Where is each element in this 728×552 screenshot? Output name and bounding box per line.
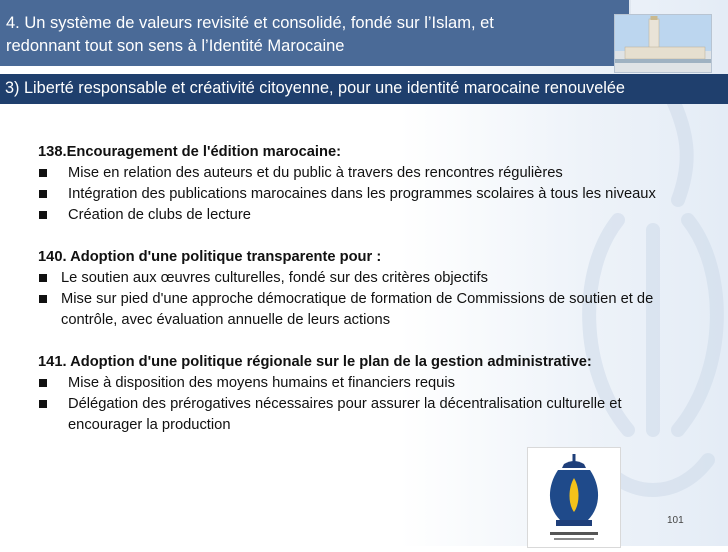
list-item [38, 373, 698, 394]
square-bullet-icon [39, 379, 47, 387]
mosque-photo-graphic [615, 15, 711, 72]
list-item [38, 163, 698, 184]
section-title-138: 138.Encouragement de l'édition marocaine: [38, 144, 342, 160]
section-title-140: 140. Adoption d'une politique transparente pour : [38, 249, 382, 265]
list-item-text: Création de clubs de lecture [68, 207, 251, 223]
page-number: 101 [667, 515, 684, 526]
slide-subtitle-bar [0, 74, 728, 104]
square-bullet-icon [39, 190, 47, 198]
square-bullet-icon [39, 400, 47, 408]
list-item [38, 205, 698, 226]
list-item [38, 394, 698, 436]
slide-title-box [0, 0, 631, 66]
square-bullet-icon [39, 169, 47, 177]
list-item [38, 289, 698, 331]
list-item-text: Mise en relation des auteurs et du public à travers des rencontres régulières [68, 165, 563, 181]
list-item-text: Intégration des publications marocaines dans les programmes scolaires à tous les niveaux [68, 186, 656, 202]
slide-title-line1: 4. Un système de valeurs revisité et consolidé, fondé sur l’Islam, et [6, 14, 494, 32]
mosque-photo [614, 14, 712, 73]
list-item [38, 184, 698, 205]
list-item-text: Délégation des prérogatives nécessaires pour assurer la décentralisation culturelle et encourager la production [68, 396, 622, 433]
slide-content [38, 142, 698, 436]
slide-title-line2: redonnant tout son sens à l’Identité Marocaine [6, 37, 345, 55]
list-item-text: Mise sur pied d'une approche démocratique de formation de Commissions de soutien et de contrôle, avec évaluation annuelle de leurs actions [61, 291, 654, 328]
list-item-text: Mise à disposition des moyens humains et financiers requis [68, 375, 455, 391]
spacer [38, 226, 698, 247]
list-item-text: Le soutien aux œuvres culturelles, fondé sur des critères objectifs [61, 270, 488, 286]
lantern-party-logo [528, 448, 620, 547]
square-bullet-icon [39, 211, 47, 219]
party-logo [527, 447, 621, 548]
section-title-141: 141. Adoption d'une politique régionale sur le plan de la gestion administrative: [38, 354, 592, 370]
slide-subtitle: 3) Liberté responsable et créativité citoyenne, pour une identité marocaine renouvelée [5, 79, 625, 97]
spacer [38, 331, 698, 352]
square-bullet-icon [39, 295, 47, 303]
square-bullet-icon [39, 274, 47, 282]
list-item [38, 268, 698, 289]
slide-title [6, 12, 616, 58]
